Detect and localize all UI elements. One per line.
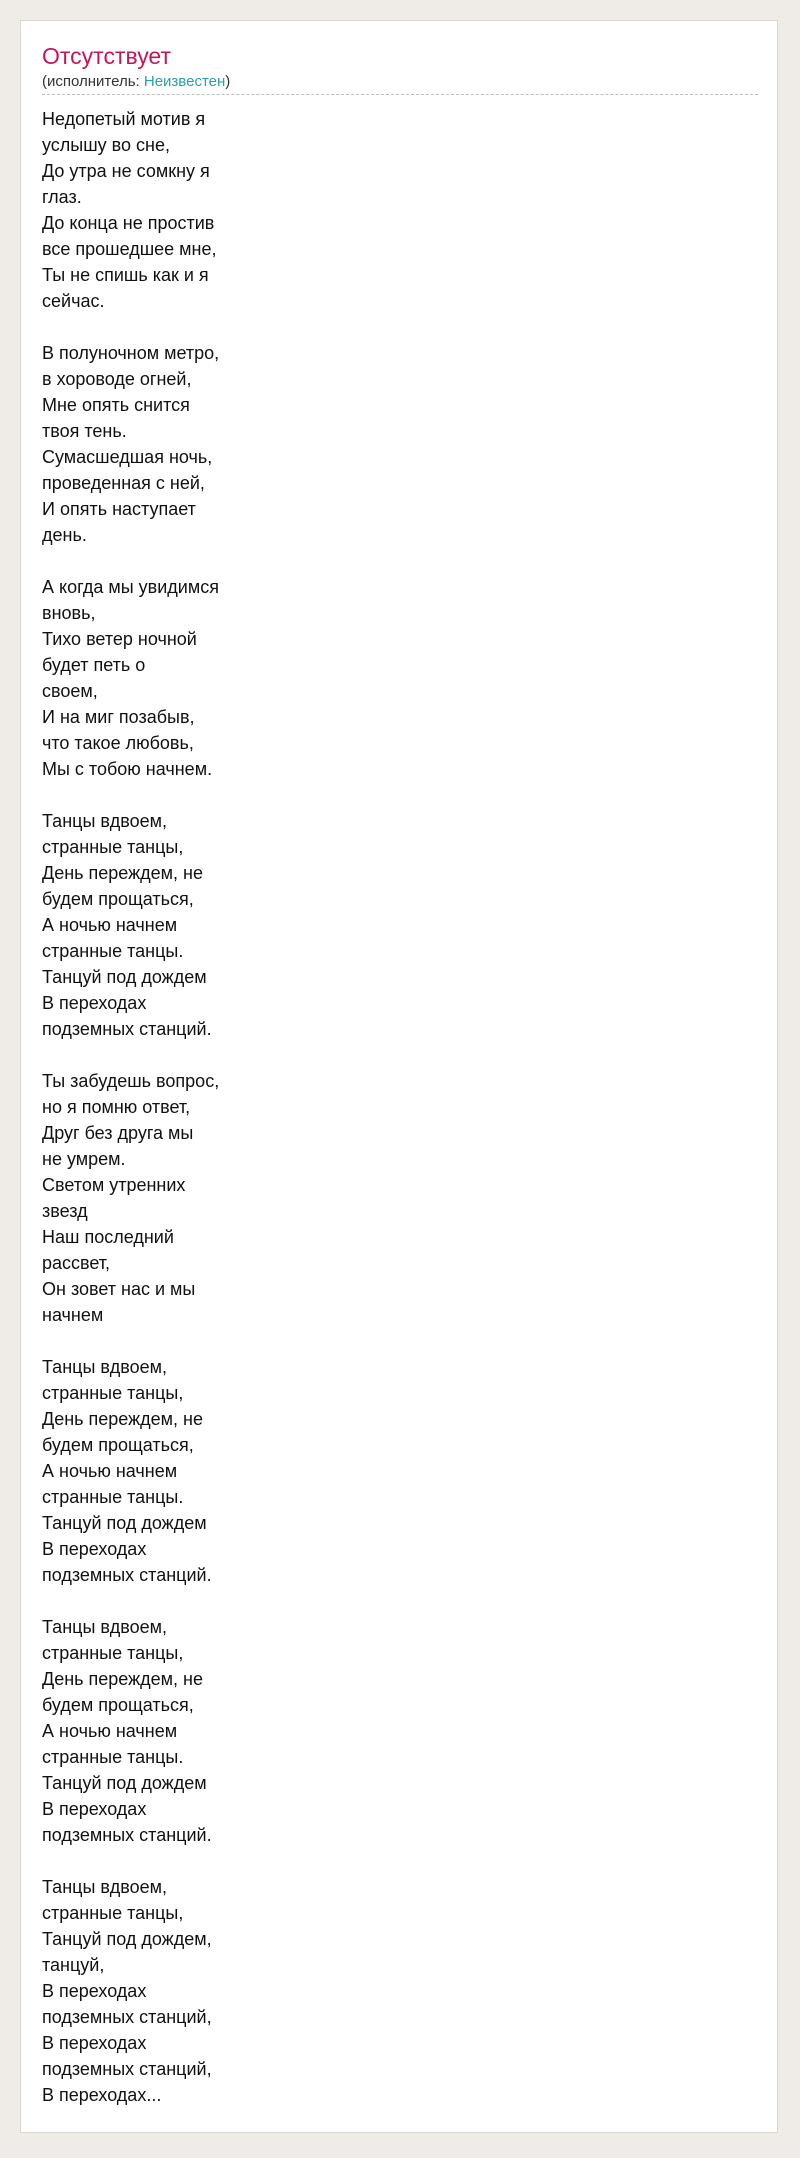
artist-prefix: (исполнитель: [42, 73, 144, 90]
artist-link[interactable]: Неизвестен [143, 73, 226, 90]
artist-line [42, 72, 230, 92]
title-divider [42, 94, 758, 95]
lyrics-text: Недопетый мотив я услышу во сне, До утра не сомкну я глаз. До конца не простив все прошедшее мне, Ты не спишь как и я сейчас. В полуночном метро, в хороводе огней, Мне опять снится твоя тень. Сумасшедшая ночь, проведенная с ней, И опять наступает день. А когда мы увидимся вновь, Тихо ветер ночной будет петь о своем, И на миг позабыв, что такое любовь, Мы с тобою начнем. Танцы вдвоем, странные танцы, День переждем, не будем прощаться, А ночью начнем странные танцы. Танцуй под дождем В переходах подземных станций. Ты забудешь вопрос, но я помню ответ, Друг без друга мы не умрем. Светом утренних звезд Наш последний рассвет, Он зовет нас и мы начнем Танцы вдвоем, странные танцы, День переждем, не будем прощаться, А ночью начнем странные танцы. Танцуй под дождем В переходах подземных станций. Танцы вдвоем, странные танцы, День переждем, не будем прощаться, А ночью начнем странные танцы. Танцуй под дождем В переходах подземных станций. Танцы вдвоем, странные танцы, Танцуй под дождем, танцуй, В переходах подземных станций, В переходах подземных станций, В переходах... [42, 109, 220, 2105]
lyrics-card [20, 20, 778, 2133]
artist-suffix: ) [225, 73, 231, 90]
song-title: Отсутствует [42, 43, 171, 69]
